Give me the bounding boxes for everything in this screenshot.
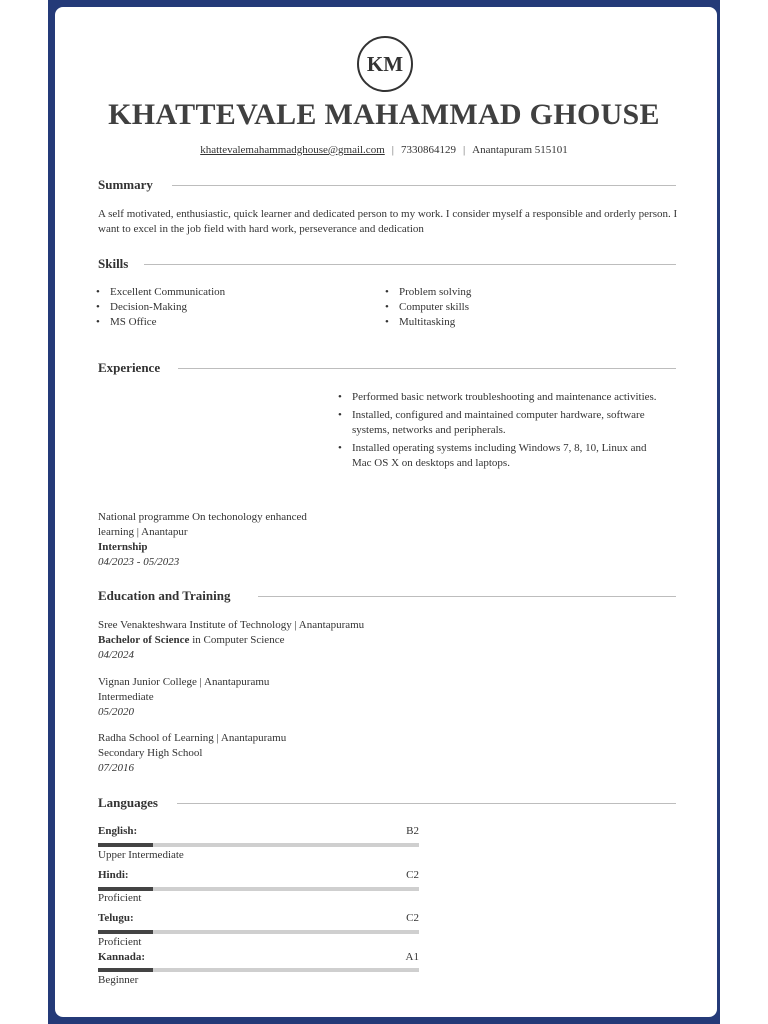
language-level: C2 — [406, 869, 419, 881]
language-level: B2 — [406, 825, 419, 837]
degree-field: Secondary High School — [98, 747, 203, 759]
skill-item: • Computer skills — [385, 300, 655, 315]
job-title: Internship — [98, 541, 148, 553]
language-proficiency-fill — [98, 968, 153, 972]
candidate-name: KHATTEVALE MAHAMMAD GHOUSE — [108, 98, 660, 131]
language-name: English: — [98, 825, 138, 837]
degree — [98, 746, 598, 761]
degree-field: Intermediate — [98, 691, 154, 703]
skills-heading: Skills — [98, 256, 129, 271]
email-link[interactable]: khattevalemahammadghouse@gmail.com — [200, 144, 385, 156]
degree — [98, 690, 598, 705]
employer-location: learning | Anantapur — [98, 526, 188, 538]
degree-field: in Computer Science — [189, 634, 285, 646]
language-proficiency-fill — [98, 930, 153, 934]
degree-title: Bachelor of Science — [98, 634, 190, 646]
experience-bullet: • Installed, configured and maintained computer hardware, software systems, networks and peripherals. — [338, 408, 663, 438]
graduation-date: 05/2020 — [98, 706, 135, 718]
language-row — [98, 912, 419, 926]
experience-divider — [178, 368, 676, 369]
language-row — [98, 951, 419, 965]
contact-separator: | — [462, 144, 466, 156]
skill-item: • Excellent Communication — [96, 285, 366, 300]
experience-employer — [98, 510, 358, 570]
job-dates: 04/2023 - 05/2023 — [98, 556, 180, 568]
language-row — [98, 869, 419, 883]
graduation-date: 04/2024 — [98, 649, 135, 661]
experience-bullet: • Installed operating systems including Windows 7, 8, 10, Linux and Mac OS X on desktops and laptops. — [338, 441, 663, 471]
language-proficiency-bar — [98, 843, 419, 847]
skills-list-left — [96, 285, 366, 330]
monogram-badge — [357, 36, 413, 92]
education-heading: Education and Training — [98, 588, 231, 603]
language-description: Proficient — [98, 892, 142, 904]
school-name: Vignan Junior College | Anantapuramu — [98, 676, 270, 688]
location-text: Anantapuram 515101 — [472, 144, 568, 156]
experience-heading: Experience — [98, 360, 161, 375]
experience-bullet: • Performed basic network troubleshooting and maintenance activities. — [338, 390, 663, 405]
summary-heading: Summary — [98, 177, 153, 192]
language-proficiency-bar — [98, 930, 419, 934]
language-proficiency-bar — [98, 887, 419, 891]
skills-divider — [144, 264, 676, 265]
education-entry — [98, 675, 598, 720]
school-name: Radha School of Learning | Anantapuramu — [98, 732, 287, 744]
summary-divider — [172, 185, 676, 186]
language-description: Proficient — [98, 936, 142, 948]
experience-bullets — [338, 390, 663, 471]
language-level: C2 — [406, 912, 419, 924]
education-divider — [258, 596, 676, 597]
education-entry — [98, 618, 598, 663]
languages-heading: Languages — [98, 795, 158, 810]
contact-line — [0, 144, 768, 156]
degree — [98, 633, 598, 648]
language-proficiency-fill — [98, 887, 153, 891]
phone-number: 7330864129 — [400, 144, 456, 156]
language-proficiency-bar — [98, 968, 419, 972]
skill-item: • Multitasking — [385, 315, 655, 330]
school-name: Sree Venakteshwara Institute of Technology | Anantapuramu — [98, 619, 365, 631]
language-level: A1 — [405, 951, 419, 963]
graduation-date: 07/2016 — [98, 762, 135, 774]
monogram-text: KM — [366, 51, 404, 76]
contact-separator: | — [391, 144, 394, 156]
skills-list-right — [385, 285, 655, 330]
language-description: Beginner — [98, 974, 139, 986]
language-name: Kannada: — [98, 951, 146, 963]
employer-name: National programme On techonology enhanced — [98, 511, 307, 523]
languages-divider — [177, 803, 676, 804]
language-name: Hindi: — [98, 869, 129, 881]
education-entry — [98, 731, 598, 776]
language-proficiency-fill — [98, 843, 153, 847]
language-name: Telugu: — [98, 912, 134, 924]
skill-item: • Problem solving — [385, 285, 655, 300]
language-description: Upper Intermediate — [98, 849, 184, 861]
skill-item: • Decision-Making — [96, 300, 366, 315]
language-row — [98, 825, 419, 839]
summary-text: A self motivated, enthusiastic, quick learner and dedicated person to my work. I consider myself a responsible and orderly person. I want to excel in the job field with hard work, perseverance and dedication — [98, 208, 678, 235]
skill-item: • MS Office — [96, 315, 366, 330]
